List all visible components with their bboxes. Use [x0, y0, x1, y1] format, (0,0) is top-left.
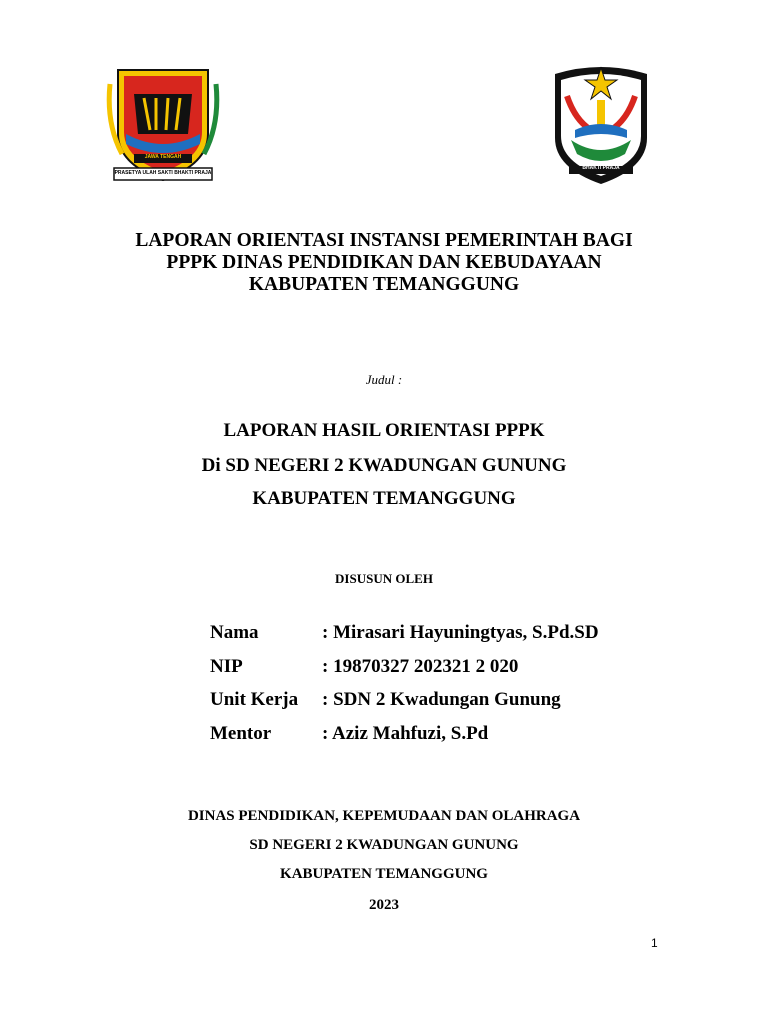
page-number: 1 — [651, 936, 658, 950]
main-title — [0, 230, 768, 296]
author-nip-row — [210, 656, 518, 678]
author-mentor-label: Mentor — [210, 723, 272, 744]
author-mentor-row — [210, 723, 488, 745]
author-unit-row — [210, 689, 561, 711]
footer-line-2: SD NEGERI 2 KWADUNGAN GUNUNG — [249, 837, 519, 853]
left-emblem-banner-top: JAWA TENGAH — [144, 154, 182, 160]
author-label: DISUSUN OLEH — [335, 571, 433, 586]
subtitle-line-3: KABUPATEN TEMANGGUNG — [252, 488, 516, 509]
author-nip-label: NIP — [210, 656, 243, 677]
author-nip-value: : 19870327 202321 2 020 — [322, 656, 519, 677]
subtitle-line-2: Di SD NEGERI 2 KWADUNGAN GUNUNG — [201, 455, 567, 476]
footer-line-1: DINAS PENDIDIKAN, KEPEMUDAAN DAN OLAHRAGA — [187, 808, 581, 824]
subtitle-line-1: LAPORAN HASIL ORIENTASI PPPK — [223, 420, 545, 441]
footer-line-3: KABUPATEN TEMANGGUNG — [280, 866, 488, 882]
author-unit-value: : SDN 2 Kwadungan Gunung — [322, 689, 561, 710]
author-name-value: : Mirasari Hayuningtyas, S.Pd.SD — [322, 622, 599, 643]
main-title-line-2: PPPK DINAS PENDIDIKAN DAN KEBUDAYAAN — [166, 252, 602, 273]
author-name-row — [210, 622, 599, 644]
author-unit-label: Unit Kerja — [210, 689, 299, 710]
main-title-line-1: LAPORAN ORIENTASI INSTANSI PEMERINTAH BAGI — [135, 230, 633, 251]
judul-label: Judul : — [365, 372, 403, 387]
author-mentor-value: : Aziz Mahfuzi, S.Pd — [322, 723, 489, 744]
main-title-line-3: KABUPATEN TEMANGGUNG — [248, 274, 520, 295]
right-emblem-banner: BHAKTI PRAJA — [582, 165, 620, 171]
author-name-label: Nama — [210, 622, 259, 643]
left-emblem-banner-bottom: PRASETYA ULAH SAKTI BHAKTI PRAJA — [114, 170, 212, 176]
footer-year: 2023 — [369, 897, 399, 913]
